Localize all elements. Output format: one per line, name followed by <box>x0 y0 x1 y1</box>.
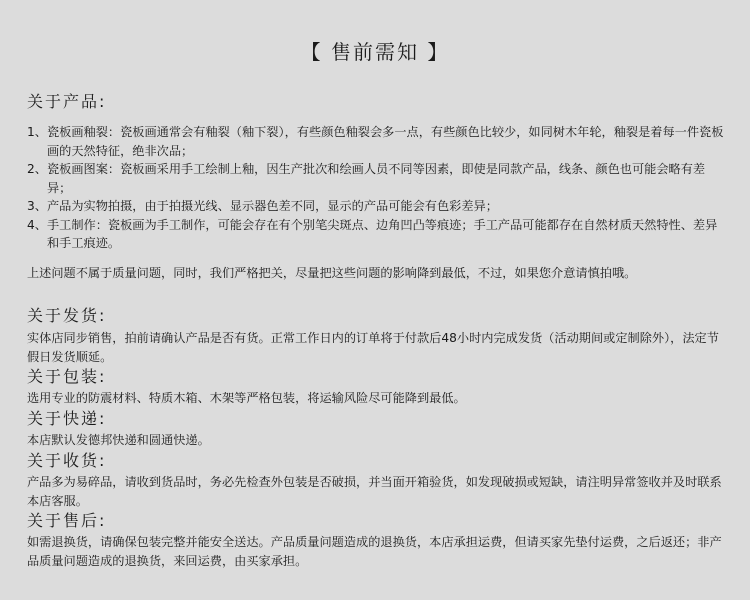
list-item-text: 瓷板画图案：瓷板画采用手工绘制上釉，因生产批次和绘画人员不同等因素，即使是同款产品，线条、颜色也可能会略有差异； <box>47 162 706 195</box>
list-item-text: 手工制作：瓷板画为手工制作，可能会存在有个别笔尖斑点、边角凹凸等痕迹；手工产品可能都存在自然材质天然特性、差异和手工痕迹。 <box>47 217 718 250</box>
shipping-heading: 关于发货: <box>27 306 107 325</box>
receiving-heading: 关于收货: <box>27 451 107 470</box>
express-text: 本店默认发德邦快递和圆通快递。 <box>27 433 210 447</box>
packaging-heading: 关于包装: <box>27 367 107 386</box>
products-heading: 关于产品: <box>27 92 107 111</box>
list-item <box>27 160 727 197</box>
packaging-text: 选用专业的防震材料、特质木箱、木架等严格包装，将运输风险尽可能降到最低。 <box>27 391 466 405</box>
list-item-text: 瓷板画釉裂：瓷板画通常会有釉裂（釉下裂），有些颜色釉裂会多一点，有些颜色比较少，如同树木年轮，釉裂是着每一件瓷板画的天然特征，绝非次品； <box>47 125 724 158</box>
page-title: 【 售前需知 】 <box>300 40 450 64</box>
aftersale-text: 如需退换货，请确保包装完整并能安全送达。产品质量问题造成的退换货，本店承担运费，但请买家先垫付运费，之后返还；非产品质量问题造成的退换货，来回运费，由买家承担。 <box>27 535 722 568</box>
list-item <box>27 216 727 253</box>
list-item-number: 3、 <box>27 199 47 213</box>
list-item-number: 1、 <box>27 125 47 139</box>
products-note: 上述问题不属于质量问题，同时，我们严格把关，尽量把这些问题的影响降到最低，不过，如果您介意请慎拍哦。 <box>27 266 637 280</box>
list-item <box>27 123 727 160</box>
list-item-number: 4、 <box>27 217 47 232</box>
list-item <box>27 197 727 216</box>
receiving-text: 产品多为易碎品，请收到货品时，务必先检查外包装是否破损，并当面开箱验货，如发现破损或短缺，请注明异常签收并及时联系本店客服。 <box>27 475 722 508</box>
express-heading: 关于快递: <box>27 409 107 428</box>
list-item-text: 产品为实物拍摄，由于拍摄光线、显示器色差不同，显示的产品可能会有色彩差异； <box>47 199 498 213</box>
list-item-number: 2、 <box>27 162 47 176</box>
products-list <box>27 123 727 253</box>
aftersale-heading: 关于售后: <box>27 511 107 530</box>
shipping-text: 实体店同步销售，拍前请确认产品是否有货。正常工作日内的订单将于付款后48小时内完成发货（活动期间或定制除外），法定节假日发货顺延。 <box>27 331 719 364</box>
